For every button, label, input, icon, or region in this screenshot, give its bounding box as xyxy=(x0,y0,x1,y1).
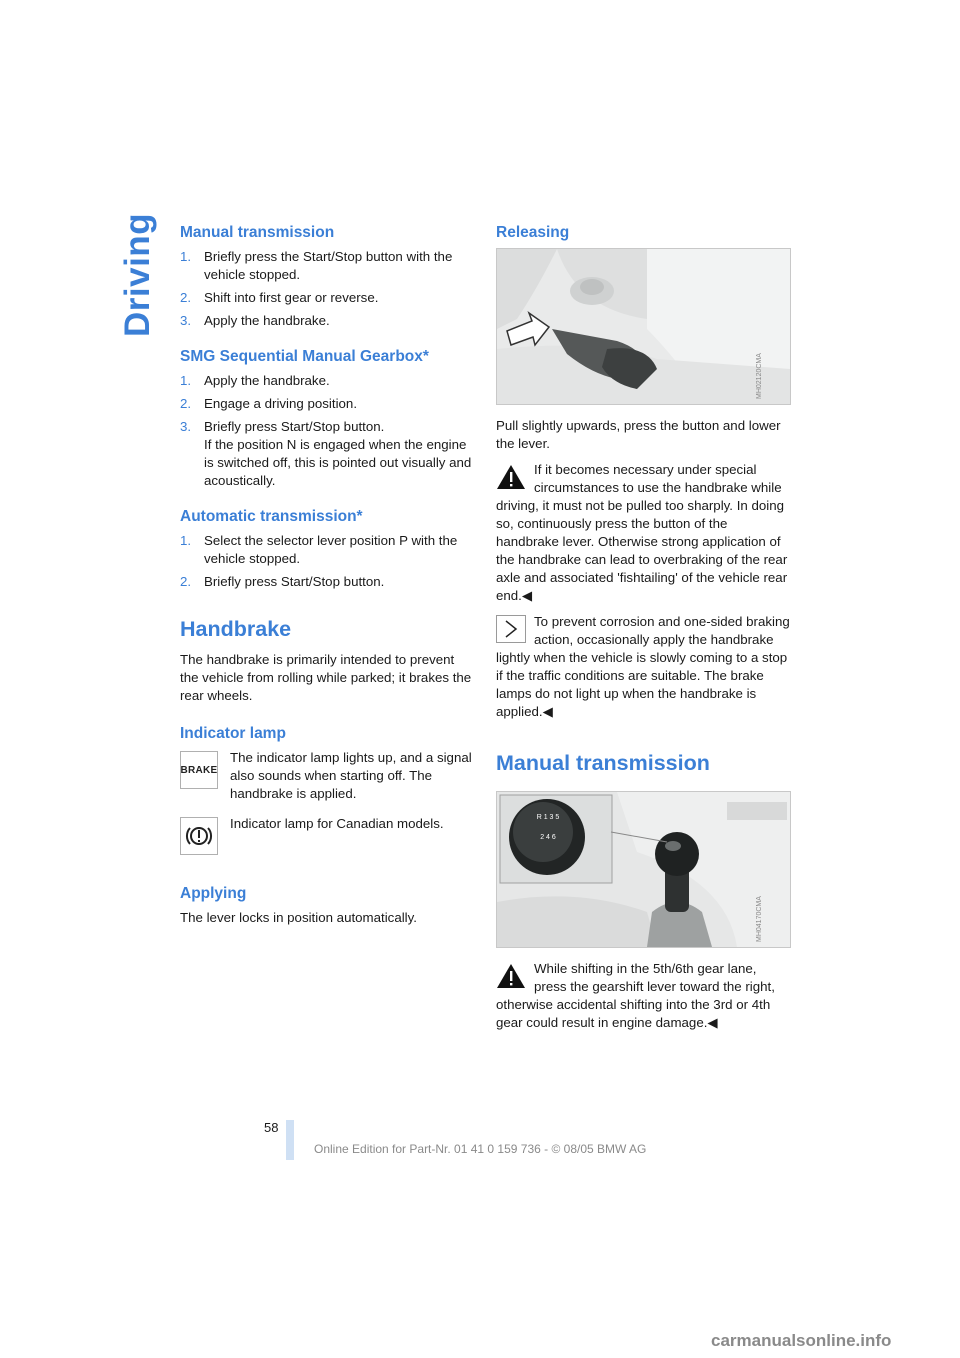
brake-lamp-row: BRAKE The indicator lamp lights up, and a signal also sounds when starting off. The handbrake is applied. xyxy=(180,750,472,801)
automatic-heading: Automatic transmission* xyxy=(180,508,363,525)
manual-transmission-section-heading: Manual transmission xyxy=(496,751,710,775)
automatic-steps xyxy=(180,532,476,591)
page-number: 58 xyxy=(264,1120,279,1135)
list-item: 1. Apply the handbrake. xyxy=(180,373,330,388)
canadian-lamp-row: Indicator lamp for Canadian models. xyxy=(180,815,476,859)
manual-steps xyxy=(180,248,476,330)
smg-heading: SMG Sequential Manual Gearbox* xyxy=(180,348,429,365)
applying-heading: Applying xyxy=(180,885,247,902)
chapter-tab xyxy=(118,212,158,342)
list-item: 2. Briefly press Start/Stop button. xyxy=(180,574,385,589)
footer-edition: Online Edition for Part-Nr. 01 41 0 159 736 - © 08/05 BMW AG xyxy=(314,1142,647,1156)
gear-pattern-label: R 1 3 5 2 4 6 xyxy=(536,814,560,841)
releasing-tip: To prevent corrosion and one-sided braking action, occasionally apply the handbrake lightly when the vehicle is slowly coming to a stop if the traffic conditions are suitable. The brake lamps do not light up when the handbrake is applied.◀ xyxy=(496,614,790,719)
applying-text: The lever locks in position automatically. xyxy=(180,910,417,925)
list-item: 1. Select the selector lever position P with the vehicle stopped. xyxy=(180,533,458,566)
gearshift-image: R 1 3 5 2 4 6 MH04170CMA xyxy=(496,791,791,948)
indicator-lamp-heading: Indicator lamp xyxy=(180,725,286,742)
footer-accent-bar xyxy=(286,1120,294,1160)
list-item: 3. Briefly press Start/Stop button. If the position N is engaged when the engine is switched off, this is pointed out visually and acoustically. xyxy=(180,419,472,488)
warning-triangle-icon xyxy=(496,962,526,990)
brake-lamp-icon: BRAKE xyxy=(180,751,218,789)
gearshift-warning: While shifting in the 5th/6th gear lane, press the gearshift lever toward the right, otherwise accidental shifting into the 3rd or 4th gear could result in engine damage.◀ xyxy=(496,961,775,1030)
smg-steps xyxy=(180,372,476,490)
brake-warning-circle-icon xyxy=(180,817,218,855)
note-play-icon xyxy=(496,615,526,643)
handbrake-heading: Handbrake xyxy=(180,617,292,641)
releasing-warning: If it becomes necessary under special circumstances to use the handbrake while driving, it must not be pulled too sharply. In doing so, continuously press the button of the handbrake lever. Otherwise strong application of the handbrake can lead to overbraking of the rear axle and associated 'fishtailing' of the vehicle rear end.◀ xyxy=(496,462,788,603)
list-item: 2. Shift into first gear or reverse. xyxy=(180,290,379,305)
warning-triangle-icon xyxy=(496,463,526,491)
handbrake-release-image: MH02120CMA xyxy=(496,248,791,405)
list-item: 3. Apply the handbrake. xyxy=(180,313,330,328)
chapter-tab-label: Driving xyxy=(118,212,157,337)
right-column xyxy=(496,224,792,1032)
list-item: 2. Engage a driving position. xyxy=(180,396,358,411)
manual-transmission-heading: Manual transmission xyxy=(180,224,335,241)
releasing-text: Pull slightly upwards, press the button and lower the lever. xyxy=(496,418,781,451)
releasing-heading: Releasing xyxy=(496,224,570,241)
handbrake-intro: The handbrake is primarily intended to prevent the vehicle from rolling while parked; it brakes the rear wheels. xyxy=(180,652,472,703)
left-column xyxy=(180,224,476,927)
site-watermark: carmanualsonline.info xyxy=(711,1331,892,1350)
list-item: 1. Briefly press the Start/Stop button with the vehicle stopped. xyxy=(180,249,453,282)
